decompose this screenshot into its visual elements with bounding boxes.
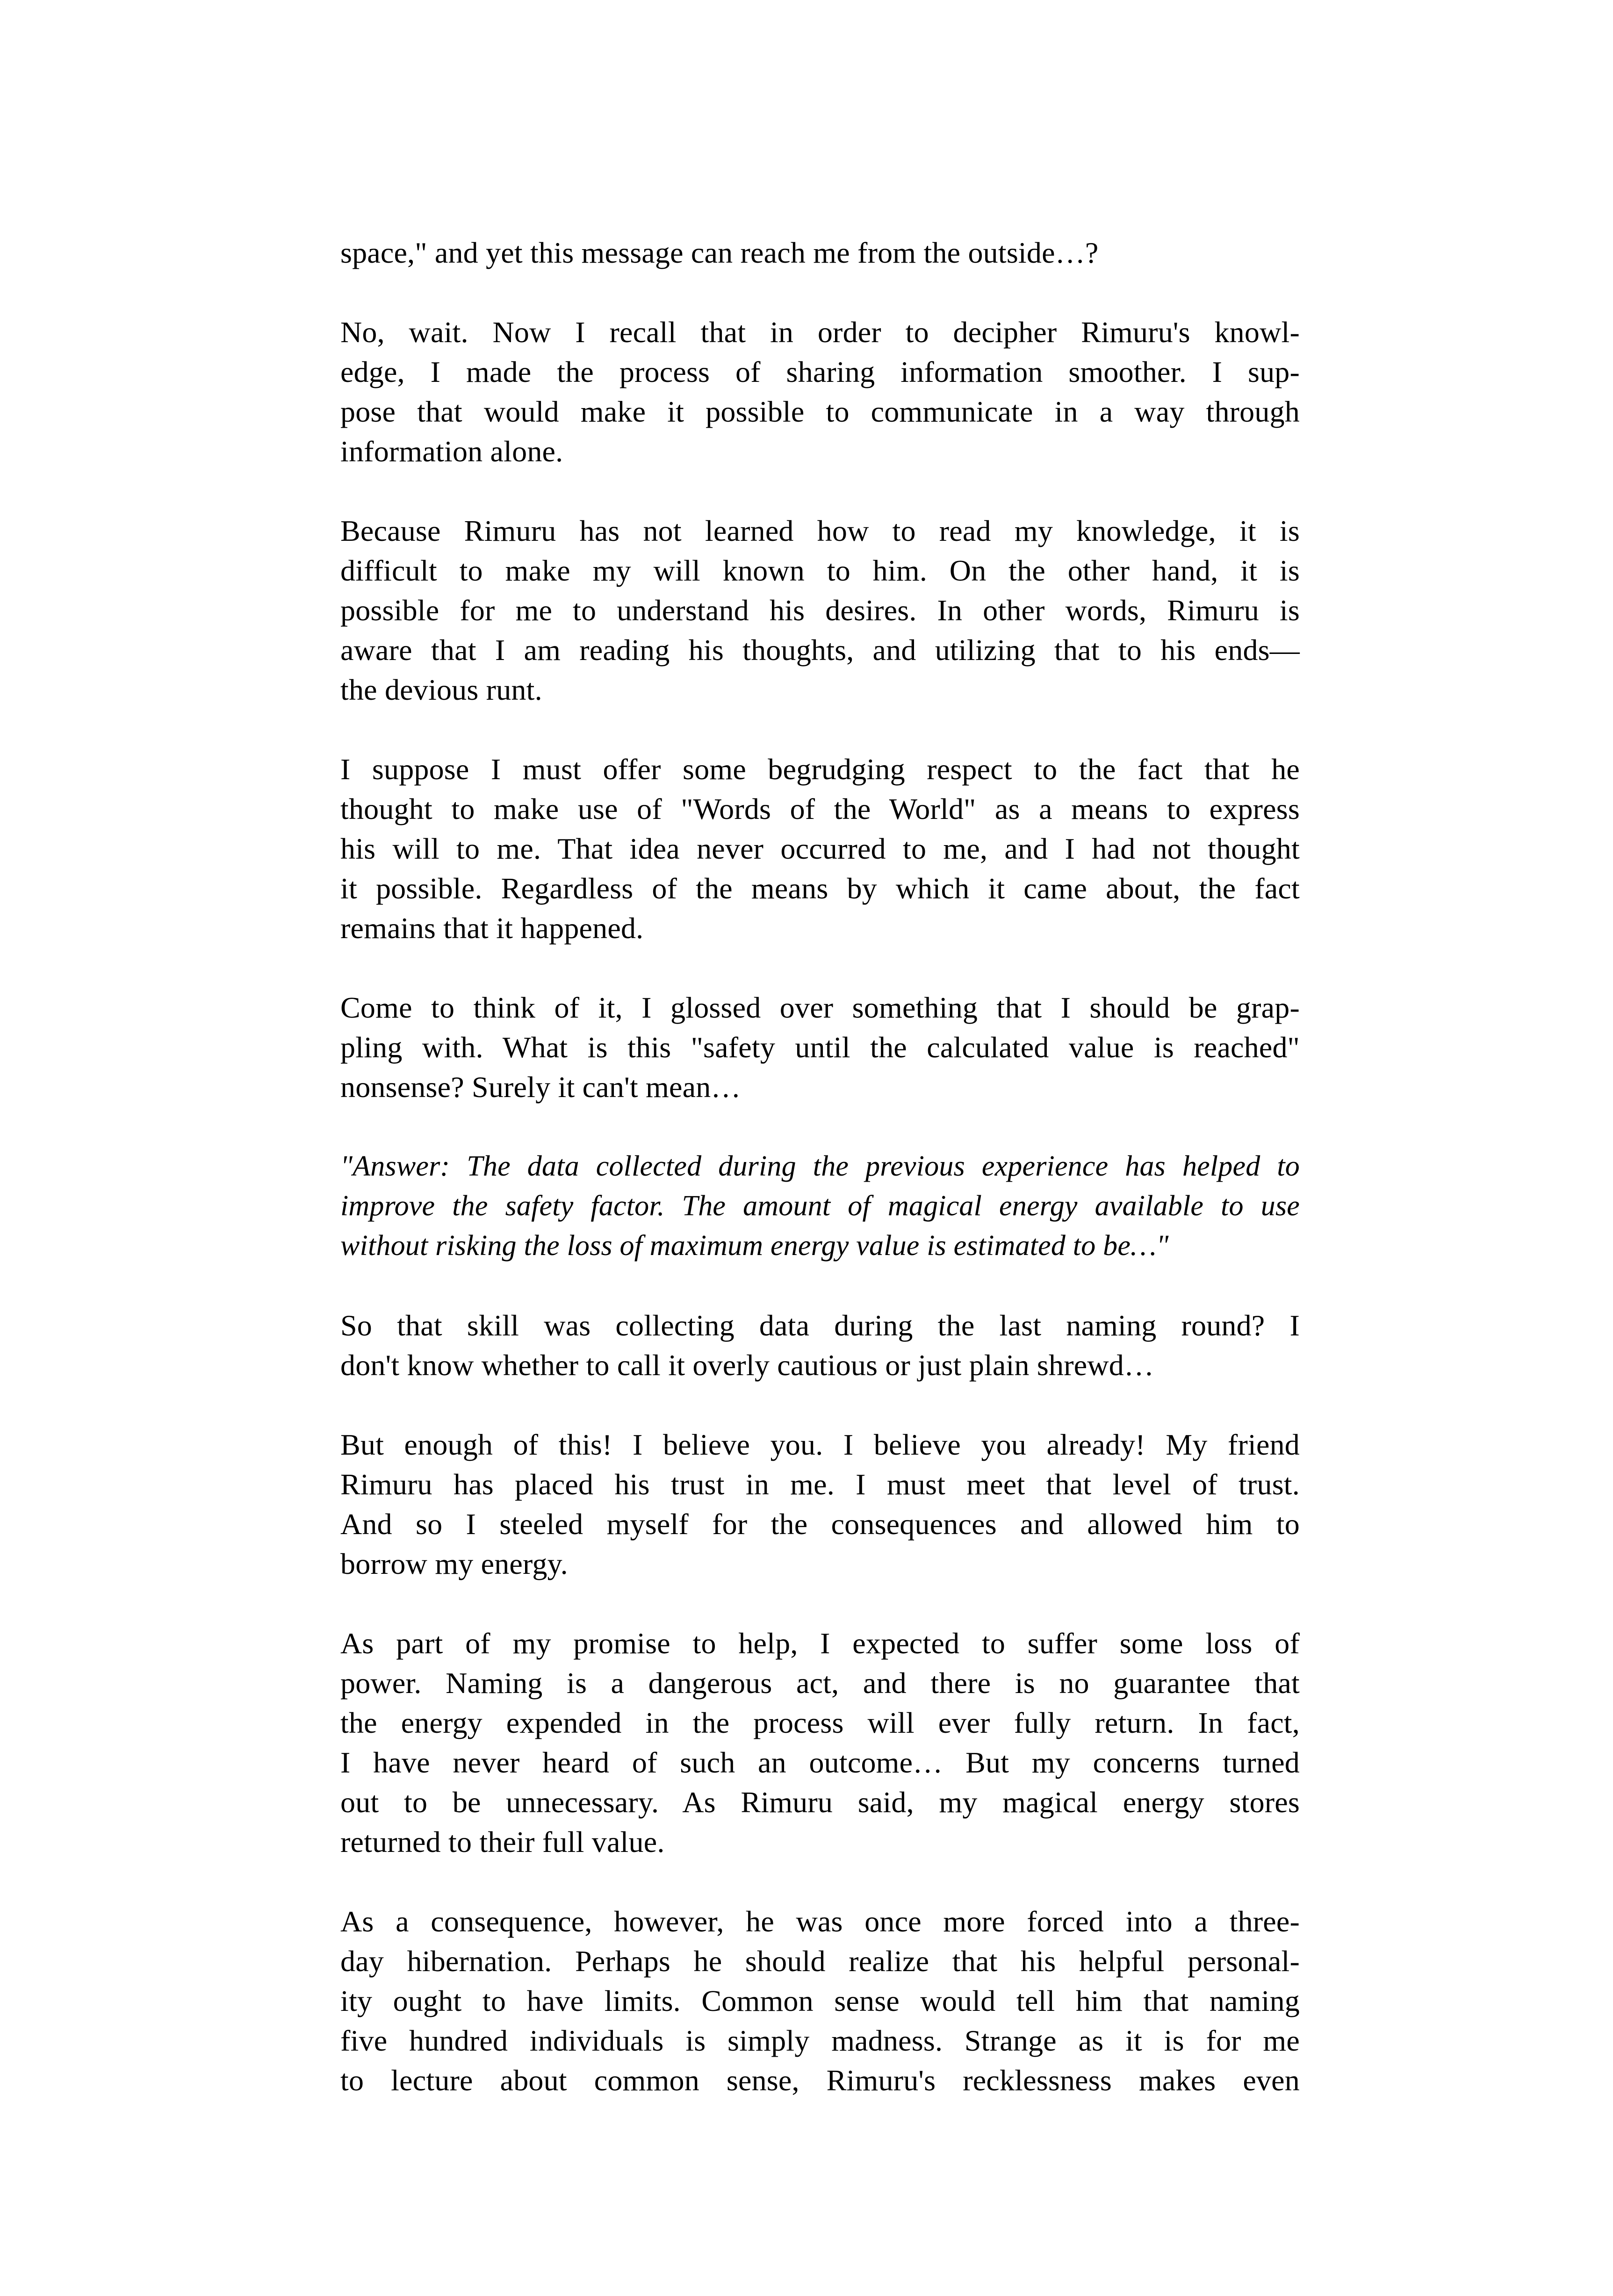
paragraph	[340, 1623, 1300, 1862]
text-line: remains that it happened.	[340, 911, 644, 945]
text-line: But enough of this! I believe you. I believe you already! My friend	[340, 1428, 1300, 1461]
text-line: I have never heard of such an outcome… But my concerns turned	[340, 1746, 1300, 1779]
text-line: Come to think of it, I glossed over something that I should be grap-	[340, 991, 1300, 1024]
text-line: So that skill was collecting data during the last naming round? I	[340, 1309, 1300, 1342]
text-line: improve the safety factor. The amount of magical energy available to use	[340, 1190, 1300, 1222]
paragraph	[340, 312, 1300, 471]
paragraph	[340, 1901, 1300, 2100]
text-line: No, wait. Now I recall that in order to decipher Rimuru's knowl-	[340, 316, 1300, 349]
text-line: the energy expended in the process will ever fully return. In fact,	[340, 1706, 1300, 1739]
paragraph	[340, 749, 1300, 948]
text-line: Because Rimuru has not learned how to read my knowledge, it is	[340, 514, 1300, 547]
text-line: I suppose I must offer some begrudging respect to the fact that he	[340, 753, 1300, 786]
text-line: As a consequence, however, he was once more forced into a three-	[340, 1905, 1300, 1938]
text-line: difficult to make my will known to him. On the other hand, it is	[340, 554, 1300, 587]
text-line: to lecture about common sense, Rimuru's recklessness makes even	[340, 2064, 1300, 2097]
text-line: "Answer: The data collected during the previous experience has helped to	[340, 1150, 1300, 1182]
text-line: day hibernation. Perhaps he should realize that his helpful personal-	[340, 1944, 1300, 1978]
text-line: Rimuru has placed his trust in me. I must meet that level of trust.	[340, 1468, 1300, 1501]
text-line: pling with. What is this "safety until the calculated value is reached"	[340, 1031, 1300, 1064]
text-line: information alone.	[340, 435, 563, 468]
paragraph	[340, 1425, 1300, 1584]
paragraph	[340, 988, 1300, 1107]
text-line: power. Naming is a dangerous act, and there is no guarantee that	[340, 1666, 1300, 1700]
text-line: space," and yet this message can reach me from the outside…?	[340, 236, 1099, 269]
text-line: thought to make use of "Words of the World" as a means to express	[340, 792, 1300, 825]
text-line: the devious runt.	[340, 673, 542, 706]
text-line: nonsense? Surely it can't mean…	[340, 1070, 741, 1104]
paragraph	[340, 511, 1300, 710]
paragraph	[340, 1306, 1300, 1385]
text-line: edge, I made the process of sharing information smoother. I sup-	[340, 355, 1300, 388]
text-line: without risking the loss of maximum energy value is estimated to be…"	[340, 1230, 1169, 1262]
page-text	[340, 233, 1300, 2100]
text-line: And so I steeled myself for the consequences and allowed him to	[340, 1507, 1300, 1541]
paragraph	[340, 233, 1300, 273]
paragraph	[340, 1147, 1300, 1266]
text-line: returned to their full value.	[340, 1825, 665, 1858]
text-line: out to be unnecessary. As Rimuru said, my magical energy stores	[340, 1786, 1300, 1819]
text-line: borrow my energy.	[340, 1547, 568, 1580]
text-line: pose that would make it possible to communicate in a way through	[340, 395, 1300, 428]
text-line: five hundred individuals is simply madness. Strange as it is for me	[340, 2024, 1300, 2057]
text-line: possible for me to understand his desires. In other words, Rimuru is	[340, 594, 1300, 627]
text-line: it possible. Regardless of the means by which it came about, the fact	[340, 872, 1300, 905]
text-line: don't know whether to call it overly cautious or just plain shrewd…	[340, 1349, 1154, 1382]
text-line: his will to me. That idea never occurred to me, and I had not thought	[340, 832, 1300, 865]
text-line: aware that I am reading his thoughts, and utilizing that to his ends—	[340, 633, 1300, 667]
text-line: ity ought to have limits. Common sense would tell him that naming	[340, 1984, 1300, 2017]
text-line: As part of my promise to help, I expected to suffer some loss of	[340, 1627, 1300, 1660]
